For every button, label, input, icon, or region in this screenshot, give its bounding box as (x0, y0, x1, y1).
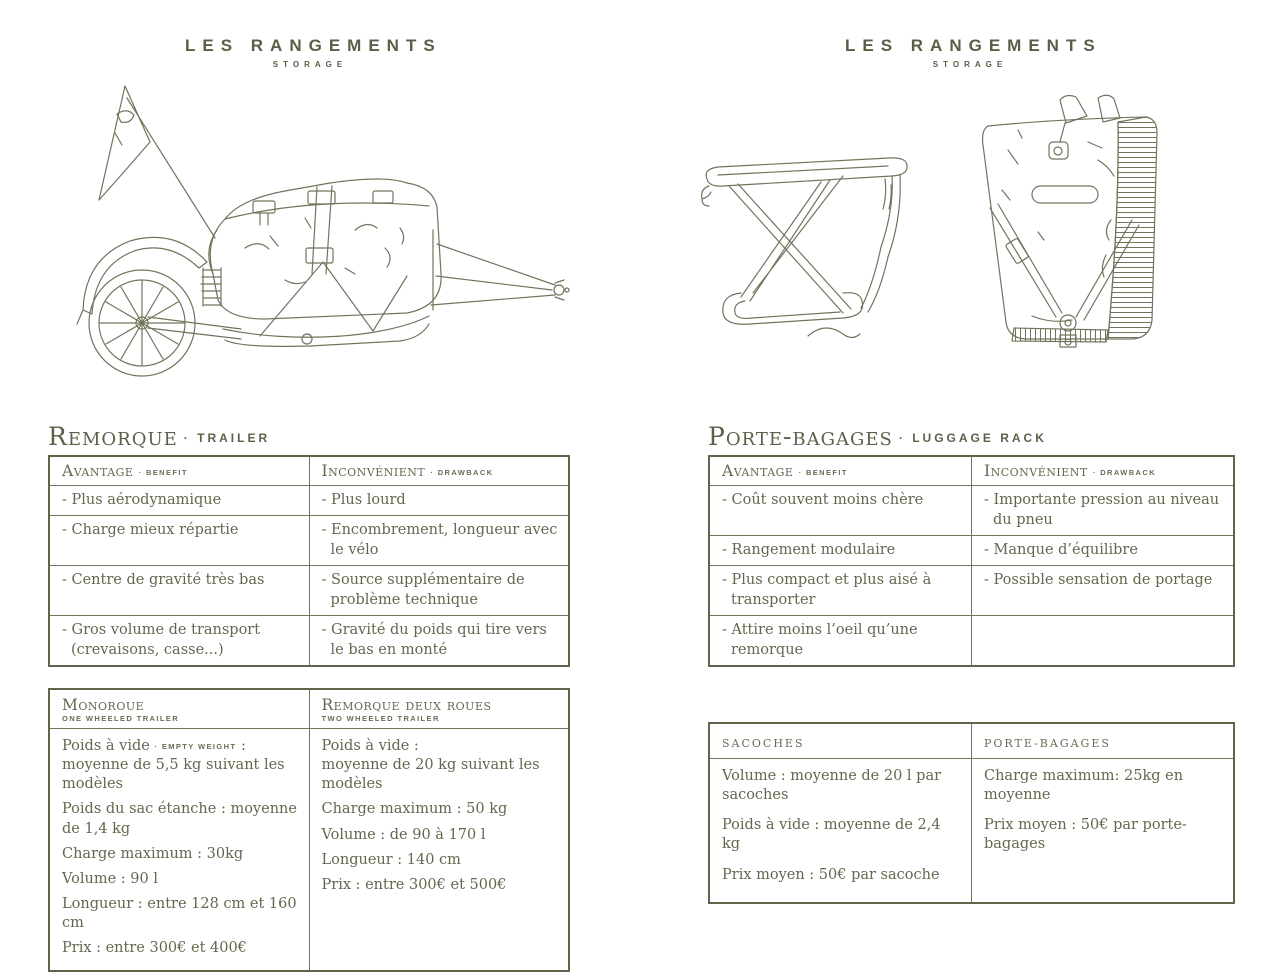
section-porte-bagages (708, 424, 1235, 904)
heading-main: Porte-bagages (708, 422, 893, 451)
remorque-pros-cons-table (48, 455, 570, 667)
page-subtitle: STORAGE (272, 60, 348, 69)
table-row: - Gros volume de transport (crevaisons, casse...) - Gravité du poids qui tire vers le bas en monté (49, 616, 569, 667)
advantage-header-cell: Avantage · BENEFIT (709, 456, 972, 486)
one-wheel-trailer-drawing (55, 78, 580, 380)
table-header-row (709, 456, 1234, 486)
spec-item: Prix moyen : 50€ par porte-bagages (984, 817, 1187, 853)
trailer-illustration (55, 78, 580, 380)
table-header-row (49, 689, 569, 729)
table-row: - Charge mieux répartie - Encombrement, longueur avec le vélo (49, 516, 569, 566)
table-row: - Coût souvent moins chère - Importante pression au niveau du pneu (709, 486, 1234, 536)
table-row: - Centre de gravité très bas - Source supplémentaire de problème technique (49, 566, 569, 616)
section-remorque (48, 424, 570, 972)
table-row: - Plus aérodynamique - Plus lourd (49, 486, 569, 516)
heading-translation: · TRAILER (183, 431, 271, 445)
advantage-header-cell: Avantage · BENEFIT (49, 456, 309, 486)
porte-bagages-header-cell: PORTE-BAGAGES (972, 723, 1235, 759)
drawback-header-cell: Inconvénient · DRAWBACK (972, 456, 1235, 486)
brand-header-left (185, 36, 442, 69)
heading-translation: · LUGGAGE RACK (898, 431, 1047, 445)
spec-item: Longueur : 140 cm (321, 851, 461, 868)
spec-item: Poids à vide : moyenne de 2,4 kg (722, 817, 941, 853)
pannier-bag-drawing (948, 90, 1193, 367)
spec-item: Charge maximum : 30kg (62, 845, 244, 862)
heading-main: Remorque (48, 422, 178, 451)
page-subtitle: STORAGE (932, 60, 1008, 69)
luggage-rack-drawing (693, 145, 938, 352)
deux-roues-header-cell: Remorque deux roues TWO WHEELED TRAILER (309, 689, 569, 729)
brand-header-right (845, 36, 1102, 69)
porte-bagages-specs-cell (972, 759, 1235, 903)
spec-item: Longueur : entre 128 cm et 160 cm (62, 895, 297, 931)
spec-item: Prix : entre 300€ et 400€ (62, 940, 247, 957)
table-body-row (709, 759, 1234, 903)
spec-item: Poids du sac étanche : moyenne de 1,4 kg (62, 801, 297, 837)
spec-item: Volume : 90 l (62, 870, 158, 887)
spec-item: Prix moyen : 50€ par sacoche (722, 866, 940, 883)
spec-item: Poids à vide : moyenne de 20 kg suivant les modèles (321, 738, 540, 793)
spec-item: Poids à vide · EMPTY WEIGHT : moyenne de 5,5 kg suivant les modèles (62, 738, 285, 793)
table-row: - Attire moins l’oeil qu’une remorque (709, 616, 1234, 667)
section-heading-porte-bagages (708, 424, 1235, 449)
spec-item: Prix : entre 300€ et 500€ (321, 876, 507, 893)
table-row: - Plus compact et plus aisé à transporter - Possible sensation de portage (709, 566, 1234, 616)
table-row: - Rangement modulaire - Manque d’équilibre (709, 536, 1234, 566)
sacoches-specs-cell (709, 759, 972, 903)
spec-item: Charge maximum: 25kg en moyenne (984, 768, 1184, 804)
pannier-illustration (948, 90, 1193, 367)
table-header-row (49, 456, 569, 486)
porte-bagages-pros-cons-table (708, 455, 1235, 667)
monoroue-specs-cell (49, 729, 309, 972)
spec-item: Charge maximum : 50 kg (321, 801, 508, 818)
page-title: LES RANGEMENTS (845, 36, 1102, 55)
spec-item: Volume : moyenne de 20 l par sacoches (722, 768, 942, 804)
table-header-row (709, 723, 1234, 759)
monoroue-header-cell: Monoroue ONE WHEELED TRAILER (49, 689, 309, 729)
spec-item: Volume : de 90 à 170 l (321, 826, 486, 843)
drawback-header-cell: Inconvénient · DRAWBACK (309, 456, 569, 486)
deux-roues-specs-cell (309, 729, 569, 972)
sacoches-specs-table (708, 722, 1235, 904)
page-title: LES RANGEMENTS (185, 36, 442, 55)
rack-illustration (693, 145, 938, 352)
section-heading-remorque (48, 424, 570, 449)
sacoches-header-cell: SACOCHES (709, 723, 972, 759)
table-body-row (49, 729, 569, 972)
trailer-specs-table (48, 688, 570, 972)
